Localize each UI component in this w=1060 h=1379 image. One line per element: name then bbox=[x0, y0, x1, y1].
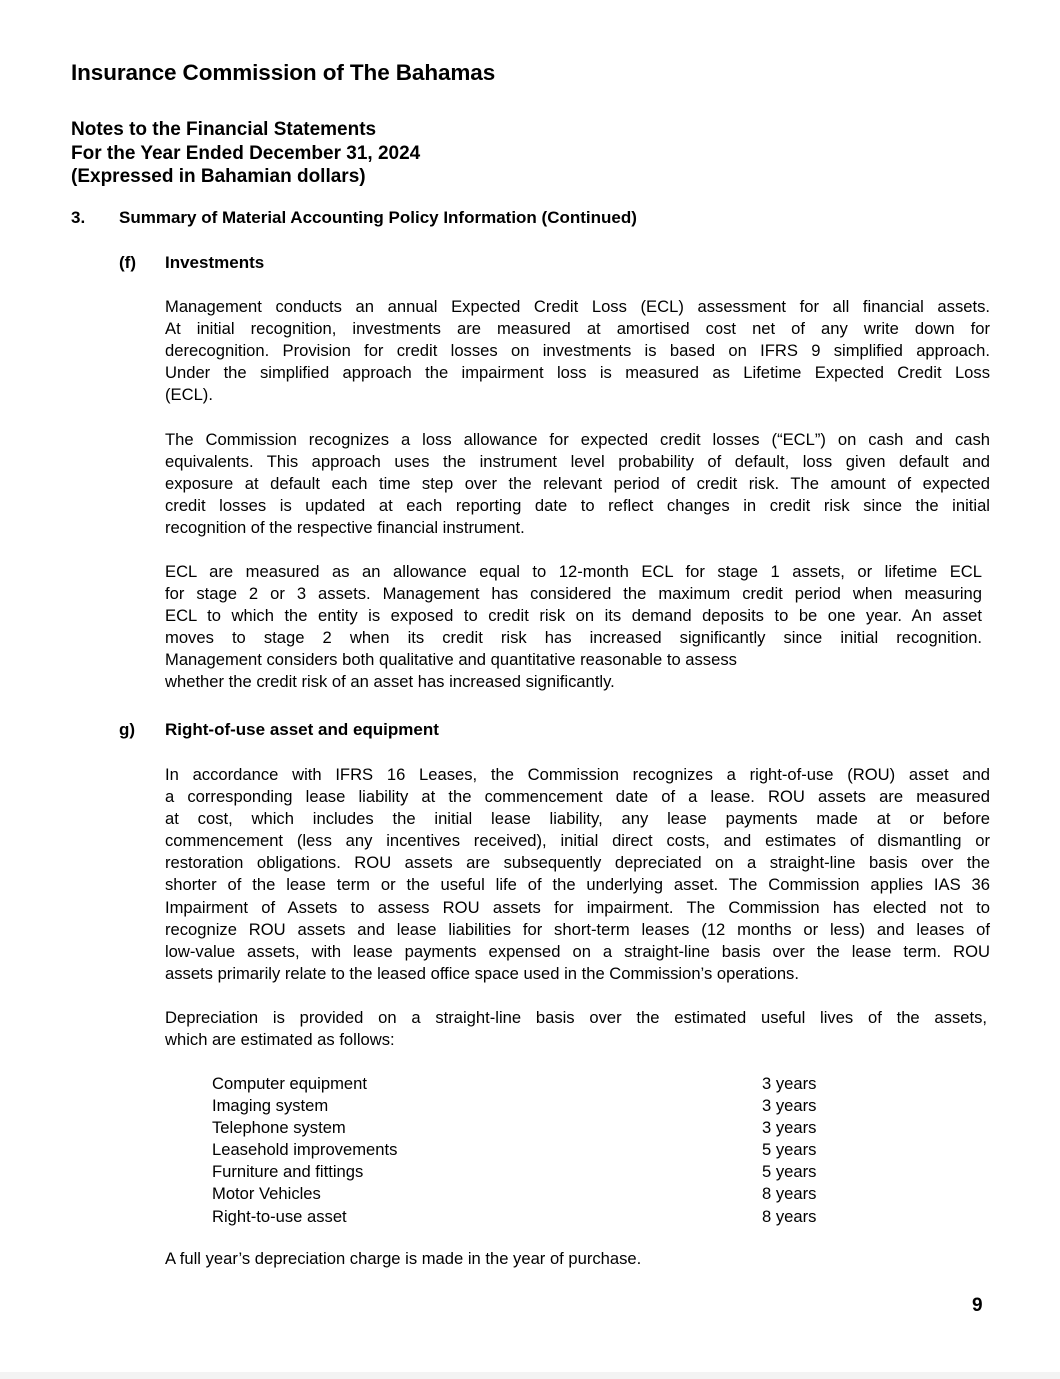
asset-name: Leasehold improvements bbox=[212, 1140, 398, 1160]
text-line: equivalents. This approach uses the instrument level probability of default, loss given default and bbox=[165, 452, 990, 472]
table-row bbox=[212, 1095, 832, 1117]
table-row bbox=[212, 1161, 832, 1183]
text-line: Management conducts an annual Expected Credit Loss (ECL) assessment for all financial assets. bbox=[165, 297, 990, 316]
subsection-g-label: g) bbox=[119, 720, 136, 739]
text-line: At initial recognition, investments are measured at amortised cost net of any write down for bbox=[165, 319, 990, 339]
text-line: ECL to which the entity is exposed to credit risk on its demand deposits to be one year. An asset bbox=[165, 606, 982, 626]
text-line: derecognition. Provision for credit losses on investments is based on IFRS 9 simplified approach. bbox=[165, 341, 990, 361]
useful-life: 5 years bbox=[762, 1140, 817, 1160]
useful-life: 5 years bbox=[762, 1162, 817, 1182]
useful-life: 3 years bbox=[762, 1074, 817, 1093]
text-line: at cost, which includes the initial lease liability, any lease payments made at or before bbox=[165, 809, 990, 829]
depreciation-paragraph bbox=[165, 1007, 987, 1051]
rou-paragraph-1 bbox=[165, 764, 990, 985]
text-line: credit losses is updated at each reporting date to reflect changes in credit risk since the initial bbox=[165, 496, 990, 516]
subsection-g-title: Right-of-use asset and equipment bbox=[165, 720, 439, 739]
text-line: Under the simplified approach the impairment loss is measured as Lifetime Expected Credit Loss bbox=[165, 363, 990, 383]
asset-name: Telephone system bbox=[212, 1118, 346, 1138]
heading-line-period: For the Year Ended December 31, 2024 bbox=[71, 142, 421, 164]
asset-name: Computer equipment bbox=[212, 1074, 367, 1093]
asset-name: Imaging system bbox=[212, 1096, 329, 1116]
useful-life: 3 years bbox=[762, 1118, 817, 1138]
text-line: recognition of the respective financial instrument. bbox=[165, 518, 525, 538]
depreciation-closing-note: A full year’s depreciation charge is made in the year of purchase. bbox=[165, 1249, 642, 1268]
text-line: assets primarily relate to the leased office space used in the Commission’s operations. bbox=[165, 963, 799, 983]
asset-name: Motor Vehicles bbox=[212, 1184, 321, 1204]
asset-name: Furniture and fittings bbox=[212, 1162, 364, 1182]
useful-lives-table bbox=[212, 1073, 832, 1228]
investments-paragraph-3 bbox=[165, 561, 982, 694]
section-number: 3. bbox=[71, 208, 86, 227]
subsection-f-label: (f) bbox=[119, 253, 136, 272]
text-line: Impairment of Assets to assess ROU assets for impairment. The Commission has elected not to bbox=[165, 897, 990, 917]
page-bottom-edge bbox=[0, 1372, 1060, 1379]
table-row bbox=[212, 1117, 832, 1139]
text-line: The Commission recognizes a loss allowance for expected credit losses (“ECL”) on cash and cash bbox=[165, 430, 990, 449]
heading-line-notes: Notes to the Financial Statements bbox=[71, 119, 377, 140]
useful-life: 3 years bbox=[762, 1096, 817, 1116]
useful-life: 8 years bbox=[762, 1184, 817, 1204]
section-title: Summary of Material Accounting Policy Information (Continued) bbox=[119, 208, 637, 227]
table-row bbox=[212, 1139, 832, 1161]
text-line: commencement (less any incentives received), initial direct costs, and estimates of dismantling or bbox=[165, 831, 990, 851]
table-row bbox=[212, 1206, 832, 1228]
text-line: moves to stage 2 when its credit risk has increased significantly since initial recognition. bbox=[165, 628, 982, 648]
text-line: whether the credit risk of an asset has increased significantly. bbox=[165, 672, 615, 692]
text-line: for stage 2 or 3 assets. Management has considered the maximum credit period when measuring bbox=[165, 584, 982, 604]
text-line: which are estimated as follows: bbox=[165, 1030, 395, 1050]
table-row bbox=[212, 1073, 832, 1095]
text-line: recognize ROU assets and lease liabilities for short-term leases (12 months or less) and leases of bbox=[165, 919, 990, 939]
text-line: restoration obligations. ROU assets are subsequently depreciated on a straight-line basis over the bbox=[165, 853, 990, 873]
useful-life: 8 years bbox=[762, 1206, 817, 1226]
subsection-f-title: Investments bbox=[165, 253, 265, 272]
table-row bbox=[212, 1183, 832, 1205]
text-line: exposure at default each time step over the relevant period of credit risk. The amount of expected bbox=[165, 474, 990, 494]
investments-paragraph-1 bbox=[165, 296, 990, 406]
heading-line-currency: (Expressed in Bahamian dollars) bbox=[71, 166, 366, 187]
text-line: a corresponding lease liability at the commencement date of a lease. ROU assets are measured bbox=[165, 787, 990, 807]
text-line: shorter of the lease term or the useful life of the underlying asset. The Commission applies IAS 36 bbox=[165, 875, 990, 895]
text-line: Management considers both qualitative and quantitative reasonable to assess bbox=[165, 650, 737, 670]
text-line: (ECL). bbox=[165, 385, 213, 405]
text-line: Depreciation is provided on a straight-line basis over the estimated useful lives of the assets, bbox=[165, 1008, 987, 1027]
text-line: In accordance with IFRS 16 Leases, the Commission recognizes a right-of-use (ROU) asset and bbox=[165, 765, 990, 784]
asset-name: Right-to-use asset bbox=[212, 1206, 347, 1226]
text-line: ECL are measured as an allowance equal to 12-month ECL for stage 1 assets, or lifetime ECL bbox=[165, 562, 982, 581]
organization-title: Insurance Commission of The Bahamas bbox=[71, 60, 496, 85]
document-heading bbox=[71, 118, 420, 189]
page-number: 9 bbox=[972, 1295, 983, 1316]
text-line: low-value assets, with lease payments expensed on a straight-line basis over the lease term. ROU bbox=[165, 941, 990, 961]
investments-paragraph-2 bbox=[165, 429, 990, 539]
